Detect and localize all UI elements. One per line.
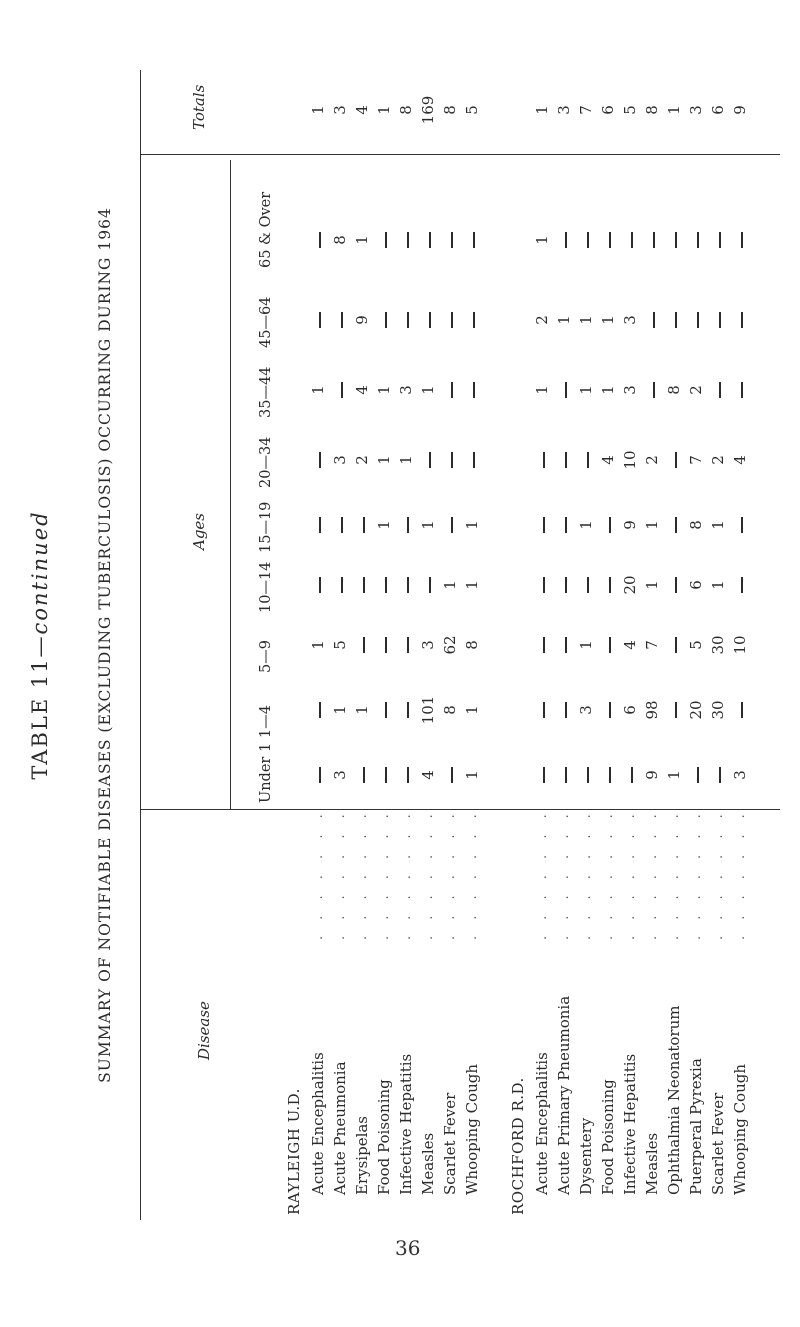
- leader-dots: . . . . . . .: [443, 808, 458, 940]
- table-cell: 98: [643, 700, 661, 720]
- empty-cell-dash: [697, 232, 699, 248]
- empty-cell-dash: [565, 517, 567, 533]
- total-cell: 8: [397, 105, 415, 115]
- table-cell: 8: [463, 640, 481, 650]
- empty-cell-dash: [697, 767, 699, 783]
- section-title: ROCHFORD R.D.: [509, 1077, 527, 1215]
- empty-cell-dash: [341, 382, 343, 398]
- empty-cell-dash: [653, 382, 655, 398]
- empty-cell-dash: [609, 232, 611, 248]
- table-cell: 8: [441, 705, 459, 715]
- empty-cell-dash: [451, 232, 453, 248]
- empty-cell-dash: [675, 517, 677, 533]
- empty-cell-dash: [741, 232, 743, 248]
- table-cell: 10: [731, 635, 749, 655]
- section-title: RAYLEIGH U.D.: [285, 1088, 303, 1215]
- empty-cell-dash: [675, 637, 677, 653]
- empty-cell-dash: [429, 232, 431, 248]
- empty-cell-dash: [675, 452, 677, 468]
- total-cell: 8: [643, 105, 661, 115]
- leader-dots: . . . . . . .: [421, 808, 436, 940]
- empty-cell-dash: [363, 637, 365, 653]
- empty-cell-dash: [407, 702, 409, 718]
- page-number: 36: [395, 1236, 421, 1260]
- empty-cell-dash: [473, 382, 475, 398]
- table-cell: 1: [463, 580, 481, 590]
- leader-dots: . . . . . . .: [377, 808, 392, 940]
- table-cell: 8: [687, 520, 705, 530]
- empty-cell-dash: [609, 767, 611, 783]
- table-cell: 62: [441, 635, 459, 655]
- leader-dots: . . . . . . .: [689, 808, 704, 940]
- empty-cell-dash: [741, 382, 743, 398]
- rotated-table-page: [20, 50, 780, 1240]
- table-cell: 9: [621, 520, 639, 530]
- disease-column-rule: [140, 809, 780, 810]
- disease-name: Scarlet Fever: [441, 1092, 459, 1195]
- disease-name: Whooping Cough: [731, 1063, 749, 1195]
- empty-cell-dash: [407, 577, 409, 593]
- empty-cell-dash: [675, 577, 677, 593]
- total-cell: 1: [375, 105, 393, 115]
- table-cell: 1: [643, 580, 661, 590]
- table-cell: 2: [687, 385, 705, 395]
- total-cell: 7: [577, 105, 595, 115]
- disease-name: Infective Hepatitis: [397, 1053, 415, 1195]
- empty-cell-dash: [385, 637, 387, 653]
- disease-name: Infective Hepatitis: [621, 1053, 639, 1195]
- leader-dots: . . . . . . .: [711, 808, 726, 940]
- disease-name: Puerperal Pyrexia: [687, 1058, 705, 1195]
- table-cell: 3: [419, 640, 437, 650]
- table-cell: 20: [687, 700, 705, 720]
- table-cell: 1: [419, 385, 437, 395]
- totals-header: Totals: [190, 84, 208, 130]
- table-cell: 1: [599, 315, 617, 325]
- table-cell: 9: [643, 770, 661, 780]
- empty-cell-dash: [385, 702, 387, 718]
- empty-cell-dash: [407, 232, 409, 248]
- table-cell: 1: [577, 640, 595, 650]
- empty-cell-dash: [385, 232, 387, 248]
- table-cell: 2: [533, 315, 551, 325]
- table-cell: 1: [599, 385, 617, 395]
- empty-cell-dash: [565, 767, 567, 783]
- title-main: TABLE 11: [28, 657, 52, 780]
- table-cell: 1: [397, 455, 415, 465]
- table-cell: 3: [731, 770, 749, 780]
- empty-cell-dash: [631, 767, 633, 783]
- table-cell: 1: [331, 705, 349, 715]
- disease-name: Measles: [643, 1132, 661, 1195]
- empty-cell-dash: [473, 232, 475, 248]
- table-cell: 1: [375, 385, 393, 395]
- disease-name: Acute Encephalitis: [309, 1052, 327, 1195]
- total-cell: 5: [463, 105, 481, 115]
- empty-cell-dash: [319, 312, 321, 328]
- age-group-header: 35—44: [258, 366, 274, 418]
- table-cell: 1: [309, 385, 327, 395]
- total-cell: 6: [709, 105, 727, 115]
- empty-cell-dash: [719, 232, 721, 248]
- empty-cell-dash: [741, 702, 743, 718]
- disease-header: Disease: [195, 1001, 213, 1060]
- leader-dots: . . . . . . .: [311, 808, 326, 940]
- empty-cell-dash: [319, 452, 321, 468]
- table-cell: 30: [709, 700, 727, 720]
- table-cell: 7: [687, 455, 705, 465]
- empty-cell-dash: [741, 312, 743, 328]
- leader-dots: . . . . . . .: [535, 808, 550, 940]
- disease-name: Acute Encephalitis: [533, 1052, 551, 1195]
- disease-name: Food Poisoning: [375, 1079, 393, 1195]
- table-cell: 1: [375, 520, 393, 530]
- table-cell: 6: [687, 580, 705, 590]
- table-cell: 1: [533, 235, 551, 245]
- table-cell: 5: [687, 640, 705, 650]
- empty-cell-dash: [407, 767, 409, 783]
- table-cell: 1: [375, 455, 393, 465]
- empty-cell-dash: [385, 767, 387, 783]
- table-cell: 1: [709, 520, 727, 530]
- table-cell: 1: [463, 520, 481, 530]
- empty-cell-dash: [451, 517, 453, 533]
- empty-cell-dash: [429, 452, 431, 468]
- empty-cell-dash: [675, 312, 677, 328]
- empty-cell-dash: [341, 312, 343, 328]
- empty-cell-dash: [719, 767, 721, 783]
- top-rule: [140, 70, 141, 1220]
- empty-cell-dash: [319, 767, 321, 783]
- empty-cell-dash: [473, 312, 475, 328]
- age-group-header: 10—14: [258, 561, 274, 613]
- table-cell: 10: [621, 450, 639, 470]
- empty-cell-dash: [429, 577, 431, 593]
- empty-cell-dash: [565, 637, 567, 653]
- empty-cell-dash: [587, 232, 589, 248]
- table-cell: 1: [441, 580, 459, 590]
- empty-cell-dash: [385, 312, 387, 328]
- empty-cell-dash: [385, 577, 387, 593]
- age-group-header: 65 & Over: [258, 191, 274, 268]
- age-group-header: 45—64: [258, 296, 274, 348]
- empty-cell-dash: [609, 702, 611, 718]
- leader-dots: . . . . . . .: [579, 808, 594, 940]
- leader-dots: . . . . . . .: [733, 808, 748, 940]
- disease-name: Ophthalmia Neonatorum: [665, 1005, 683, 1195]
- table-cell: 1: [709, 580, 727, 590]
- table-cell: 4: [731, 455, 749, 465]
- table-cell: 30: [709, 635, 727, 655]
- table-cell: 1: [665, 770, 683, 780]
- empty-cell-dash: [609, 517, 611, 533]
- table-cell: 8: [665, 385, 683, 395]
- table-cell: 1: [419, 520, 437, 530]
- total-cell: 8: [441, 105, 459, 115]
- table-cell: 3: [331, 770, 349, 780]
- table-subtitle: SUMMARY OF NOTIFIABLE DISEASES (EXCLUDING TUBERCULOSIS) OCCURRING DURING 1964: [96, 207, 114, 1083]
- table-cell: 1: [643, 520, 661, 530]
- table-cell: 5: [331, 640, 349, 650]
- empty-cell-dash: [543, 702, 545, 718]
- empty-cell-dash: [631, 232, 633, 248]
- table-cell: 2: [643, 455, 661, 465]
- table-cell: 1: [577, 315, 595, 325]
- title-continued: —continued: [28, 510, 52, 658]
- empty-cell-dash: [363, 767, 365, 783]
- table-cell: 3: [577, 705, 595, 715]
- empty-cell-dash: [741, 577, 743, 593]
- table-cell: 1: [353, 235, 371, 245]
- table-cell: 3: [397, 385, 415, 395]
- empty-cell-dash: [451, 312, 453, 328]
- total-cell: 3: [687, 105, 705, 115]
- table-cell: 8: [331, 235, 349, 245]
- table-cell: 4: [353, 385, 371, 395]
- total-cell: 1: [665, 105, 683, 115]
- table-cell: 7: [643, 640, 661, 650]
- table-cell: 1: [309, 640, 327, 650]
- table-cell: 3: [621, 385, 639, 395]
- table-cell: 1: [463, 770, 481, 780]
- table-cell: 4: [419, 770, 437, 780]
- empty-cell-dash: [543, 637, 545, 653]
- empty-cell-dash: [565, 577, 567, 593]
- disease-name: Erysipelas: [353, 1115, 371, 1195]
- empty-cell-dash: [407, 517, 409, 533]
- empty-cell-dash: [609, 637, 611, 653]
- empty-cell-dash: [719, 312, 721, 328]
- leader-dots: . . . . . . .: [465, 808, 480, 940]
- empty-cell-dash: [543, 452, 545, 468]
- total-cell: 4: [353, 105, 371, 115]
- table-cell: 6: [621, 705, 639, 715]
- table-cell: 2: [353, 455, 371, 465]
- empty-cell-dash: [741, 517, 743, 533]
- disease-name: Acute Pneumonia: [331, 1061, 349, 1195]
- disease-name: Scarlet Fever: [709, 1092, 727, 1195]
- table-cell: 1: [463, 705, 481, 715]
- empty-cell-dash: [451, 452, 453, 468]
- empty-cell-dash: [609, 577, 611, 593]
- table-title: [28, 50, 52, 1240]
- ages-header: Ages: [190, 512, 208, 550]
- empty-cell-dash: [363, 577, 365, 593]
- empty-cell-dash: [587, 452, 589, 468]
- leader-dots: . . . . . . .: [399, 808, 414, 940]
- table-cell: 1: [353, 705, 371, 715]
- empty-cell-dash: [429, 312, 431, 328]
- empty-cell-dash: [451, 767, 453, 783]
- leader-dots: . . . . . . .: [645, 808, 660, 940]
- disease-name: Acute Primary Pneumonia: [555, 995, 573, 1195]
- leader-dots: . . . . . . .: [601, 808, 616, 940]
- empty-cell-dash: [675, 702, 677, 718]
- empty-cell-dash: [543, 517, 545, 533]
- empty-cell-dash: [653, 312, 655, 328]
- empty-cell-dash: [341, 577, 343, 593]
- empty-cell-dash: [319, 517, 321, 533]
- empty-cell-dash: [543, 767, 545, 783]
- empty-cell-dash: [407, 637, 409, 653]
- age-group-header: 15—19: [258, 501, 274, 553]
- empty-cell-dash: [697, 312, 699, 328]
- table-cell: 1: [577, 520, 595, 530]
- empty-cell-dash: [473, 452, 475, 468]
- empty-cell-dash: [675, 232, 677, 248]
- empty-cell-dash: [319, 232, 321, 248]
- leader-dots: . . . . . . .: [623, 808, 638, 940]
- empty-cell-dash: [653, 232, 655, 248]
- empty-cell-dash: [587, 577, 589, 593]
- total-cell: 3: [331, 105, 349, 115]
- table-cell: 3: [621, 315, 639, 325]
- table-cell: 1: [555, 315, 573, 325]
- table-cell: 2: [709, 455, 727, 465]
- disease-name: Food Poisoning: [599, 1079, 617, 1195]
- total-cell: 5: [621, 105, 639, 115]
- age-group-header: 5—9: [258, 640, 274, 673]
- age-group-header: 1—4: [258, 705, 274, 738]
- disease-name: Whooping Cough: [463, 1063, 481, 1195]
- table-cell: 1: [577, 385, 595, 395]
- empty-cell-dash: [407, 312, 409, 328]
- total-cell: 1: [533, 105, 551, 115]
- empty-cell-dash: [565, 452, 567, 468]
- ages-rule: [230, 160, 231, 810]
- total-cell: 9: [731, 105, 749, 115]
- disease-name: Measles: [419, 1132, 437, 1195]
- disease-name: Dysentery: [577, 1117, 595, 1195]
- table-cell: 3: [331, 455, 349, 465]
- totals-column-rule: [140, 154, 780, 155]
- empty-cell-dash: [565, 232, 567, 248]
- leader-dots: . . . . . . .: [557, 808, 572, 940]
- table-cell: 1: [533, 385, 551, 395]
- empty-cell-dash: [341, 517, 343, 533]
- total-cell: 6: [599, 105, 617, 115]
- empty-cell-dash: [319, 702, 321, 718]
- age-group-header: 20—34: [258, 436, 274, 488]
- age-group-header: Under 1: [258, 742, 274, 803]
- empty-cell-dash: [319, 577, 321, 593]
- leader-dots: . . . . . . .: [667, 808, 682, 940]
- empty-cell-dash: [719, 382, 721, 398]
- total-cell: 1: [309, 105, 327, 115]
- leader-dots: . . . . . . .: [355, 808, 370, 940]
- empty-cell-dash: [363, 517, 365, 533]
- table-cell: 101: [419, 695, 437, 725]
- table-cell: 4: [599, 455, 617, 465]
- empty-cell-dash: [451, 382, 453, 398]
- leader-dots: . . . . . . .: [333, 808, 348, 940]
- table-cell: 20: [621, 575, 639, 595]
- empty-cell-dash: [543, 577, 545, 593]
- empty-cell-dash: [565, 702, 567, 718]
- empty-cell-dash: [565, 382, 567, 398]
- table-cell: 9: [353, 315, 371, 325]
- table-cell: 4: [621, 640, 639, 650]
- total-cell: 3: [555, 105, 573, 115]
- empty-cell-dash: [587, 767, 589, 783]
- total-cell: 169: [419, 95, 437, 125]
